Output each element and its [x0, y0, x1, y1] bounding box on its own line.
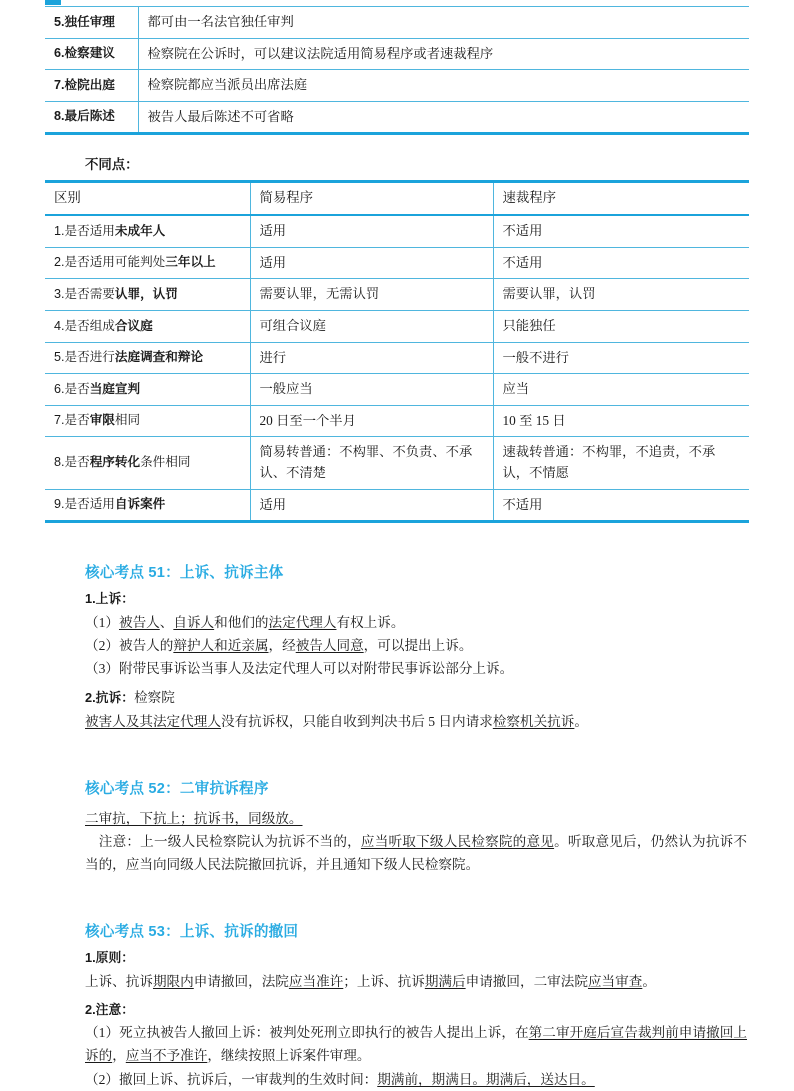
- row-key: 8.是否程序转化条件相同: [45, 437, 250, 489]
- principle-line: 上诉、抗诉期限内申请撤回，法院应当准许；上诉、抗诉期满后申请撤回，二审法院应当审查。: [85, 973, 656, 989]
- row-key: 7.检院出庭: [45, 70, 138, 102]
- cell-simple: 一般应当: [250, 374, 493, 406]
- difference-label: 不同点：: [85, 157, 139, 173]
- mnemonic-line: 二审抗，下抗上；抗诉书，同级放。: [85, 810, 303, 826]
- cell-fast: 速裁转普通：不构罪，不追责，不承认，不情愿: [493, 437, 749, 489]
- section-heading-51: 核心考点 51：上诉、抗诉主体: [85, 565, 284, 582]
- table-same-points-wrapper: [45, 0, 749, 135]
- table-row: [45, 437, 749, 489]
- row-key: 5.是否进行法庭调查和辩论: [45, 342, 250, 374]
- appeal-item-2: （2）被告人的辩护人和近亲属，经被告人同意，可以提出上诉。: [85, 637, 473, 653]
- row-value: 都可由一名法官独任审判: [138, 7, 749, 39]
- cell-simple: 20 日至一个半月: [250, 405, 493, 437]
- cell-simple: 可组合议庭: [250, 311, 493, 343]
- column-header-distinction: 区别: [45, 182, 250, 215]
- note-line-52: 注意：上一级人民检察院认为抗诉不当的，应当听取下级人民检察院的意见。听取意见后，仍然认为抗诉不当的，应当向同级人民法院撤回抗诉，并且通知下级人民检察院。: [85, 834, 748, 873]
- row-key: 5.独任审理: [45, 7, 138, 39]
- cell-fast: 不适用: [493, 247, 749, 279]
- table-row: [45, 70, 749, 102]
- row-key: 3.是否需要认罪，认罚: [45, 279, 250, 311]
- subheading-principle: 1.原则：: [85, 950, 135, 966]
- subheading-notice: 2.注意：: [85, 1001, 135, 1017]
- section-body-51: [85, 589, 747, 733]
- subheading-appeal: 1.上诉：: [85, 591, 135, 607]
- table-row: [45, 489, 749, 522]
- row-key: 4.是否组成合议庭: [45, 311, 250, 343]
- protest-closing: 被害人及其法定代理人没有抗诉权，只能自收到判决书后 5 日内请求检察机关抗诉。: [85, 713, 588, 729]
- row-key: 6.检察建议: [45, 38, 138, 70]
- row-key: 8.最后陈述: [45, 101, 138, 134]
- cell-fast: 一般不进行: [493, 342, 749, 374]
- column-header-simple-procedure: 简易程序: [250, 182, 493, 215]
- cell-simple: 需要认罪，无需认罚: [250, 279, 493, 311]
- table-row: [45, 405, 749, 437]
- table-row: [45, 38, 749, 70]
- table-row: [45, 342, 749, 374]
- table-row: [45, 101, 749, 134]
- notice-item-2: （2）撤回上诉、抗诉后，一审裁判的生效时间：期满前，期满日。期满后，送达日。: [85, 1071, 595, 1087]
- table-row: [45, 374, 749, 406]
- row-key: 7.是否审限相同: [45, 405, 250, 437]
- cell-simple: 进行: [250, 342, 493, 374]
- cell-simple: 适用: [250, 215, 493, 247]
- section-body-53: [85, 948, 747, 1090]
- section-heading-53: 核心考点 53：上诉、抗诉的撤回: [85, 924, 299, 941]
- table-row: [45, 7, 749, 39]
- subheading-protest: 2.抗诉：检察院: [85, 690, 175, 706]
- row-key: 6.是否当庭宣判: [45, 374, 250, 406]
- table-difference: [45, 180, 749, 523]
- row-value: 被告人最后陈述不可省略: [138, 101, 749, 134]
- column-header-fast-procedure: 速裁程序: [493, 182, 749, 215]
- table-row: [45, 247, 749, 279]
- cell-simple: 适用: [250, 489, 493, 522]
- appeal-item-1: （1）被告人、自诉人和他们的法定代理人有权上诉。: [85, 614, 405, 630]
- notice-item-1: （1）死立执被告人撤回上诉：被判处死刑立即执行的被告人提出上诉，在第二审开庭后宣告裁判前申请撤回上诉的，应当不予准许，继续按照上诉案件审理。: [85, 1025, 748, 1064]
- cell-fast: 不适用: [493, 215, 749, 247]
- row-value: 检察院都应当派员出席法庭: [138, 70, 749, 102]
- row-key: 2.是否适用可能判处三年以上: [45, 247, 250, 279]
- table-row: [45, 279, 749, 311]
- cell-simple: 适用: [250, 247, 493, 279]
- cell-fast: 10 至 15 日: [493, 405, 749, 437]
- cell-fast: 需要认罪，认罚: [493, 279, 749, 311]
- row-value: 检察院在公诉时，可以建议法院适用简易程序或者速裁程序: [138, 38, 749, 70]
- table-same-points: [45, 6, 749, 135]
- cell-fast: 不适用: [493, 489, 749, 522]
- appeal-item-3: （3）附带民事诉讼当事人及法定代理人可以对附带民事诉讼部分上诉。: [85, 660, 514, 676]
- table-row: [45, 215, 749, 247]
- cell-fast: 只能独任: [493, 311, 749, 343]
- table-header-row: [45, 182, 749, 215]
- row-key: 9.是否适用自诉案件: [45, 489, 250, 522]
- row-key: 1.是否适用未成年人: [45, 215, 250, 247]
- table-row: [45, 311, 749, 343]
- previous-table-fragment: [45, 0, 61, 5]
- section-body-52: [85, 807, 747, 876]
- cell-fast: 应当: [493, 374, 749, 406]
- section-heading-52: 核心考点 52：二审抗诉程序: [85, 780, 269, 797]
- cell-simple: 简易转普通：不构罪、不负责、不承认、不清楚: [250, 437, 493, 489]
